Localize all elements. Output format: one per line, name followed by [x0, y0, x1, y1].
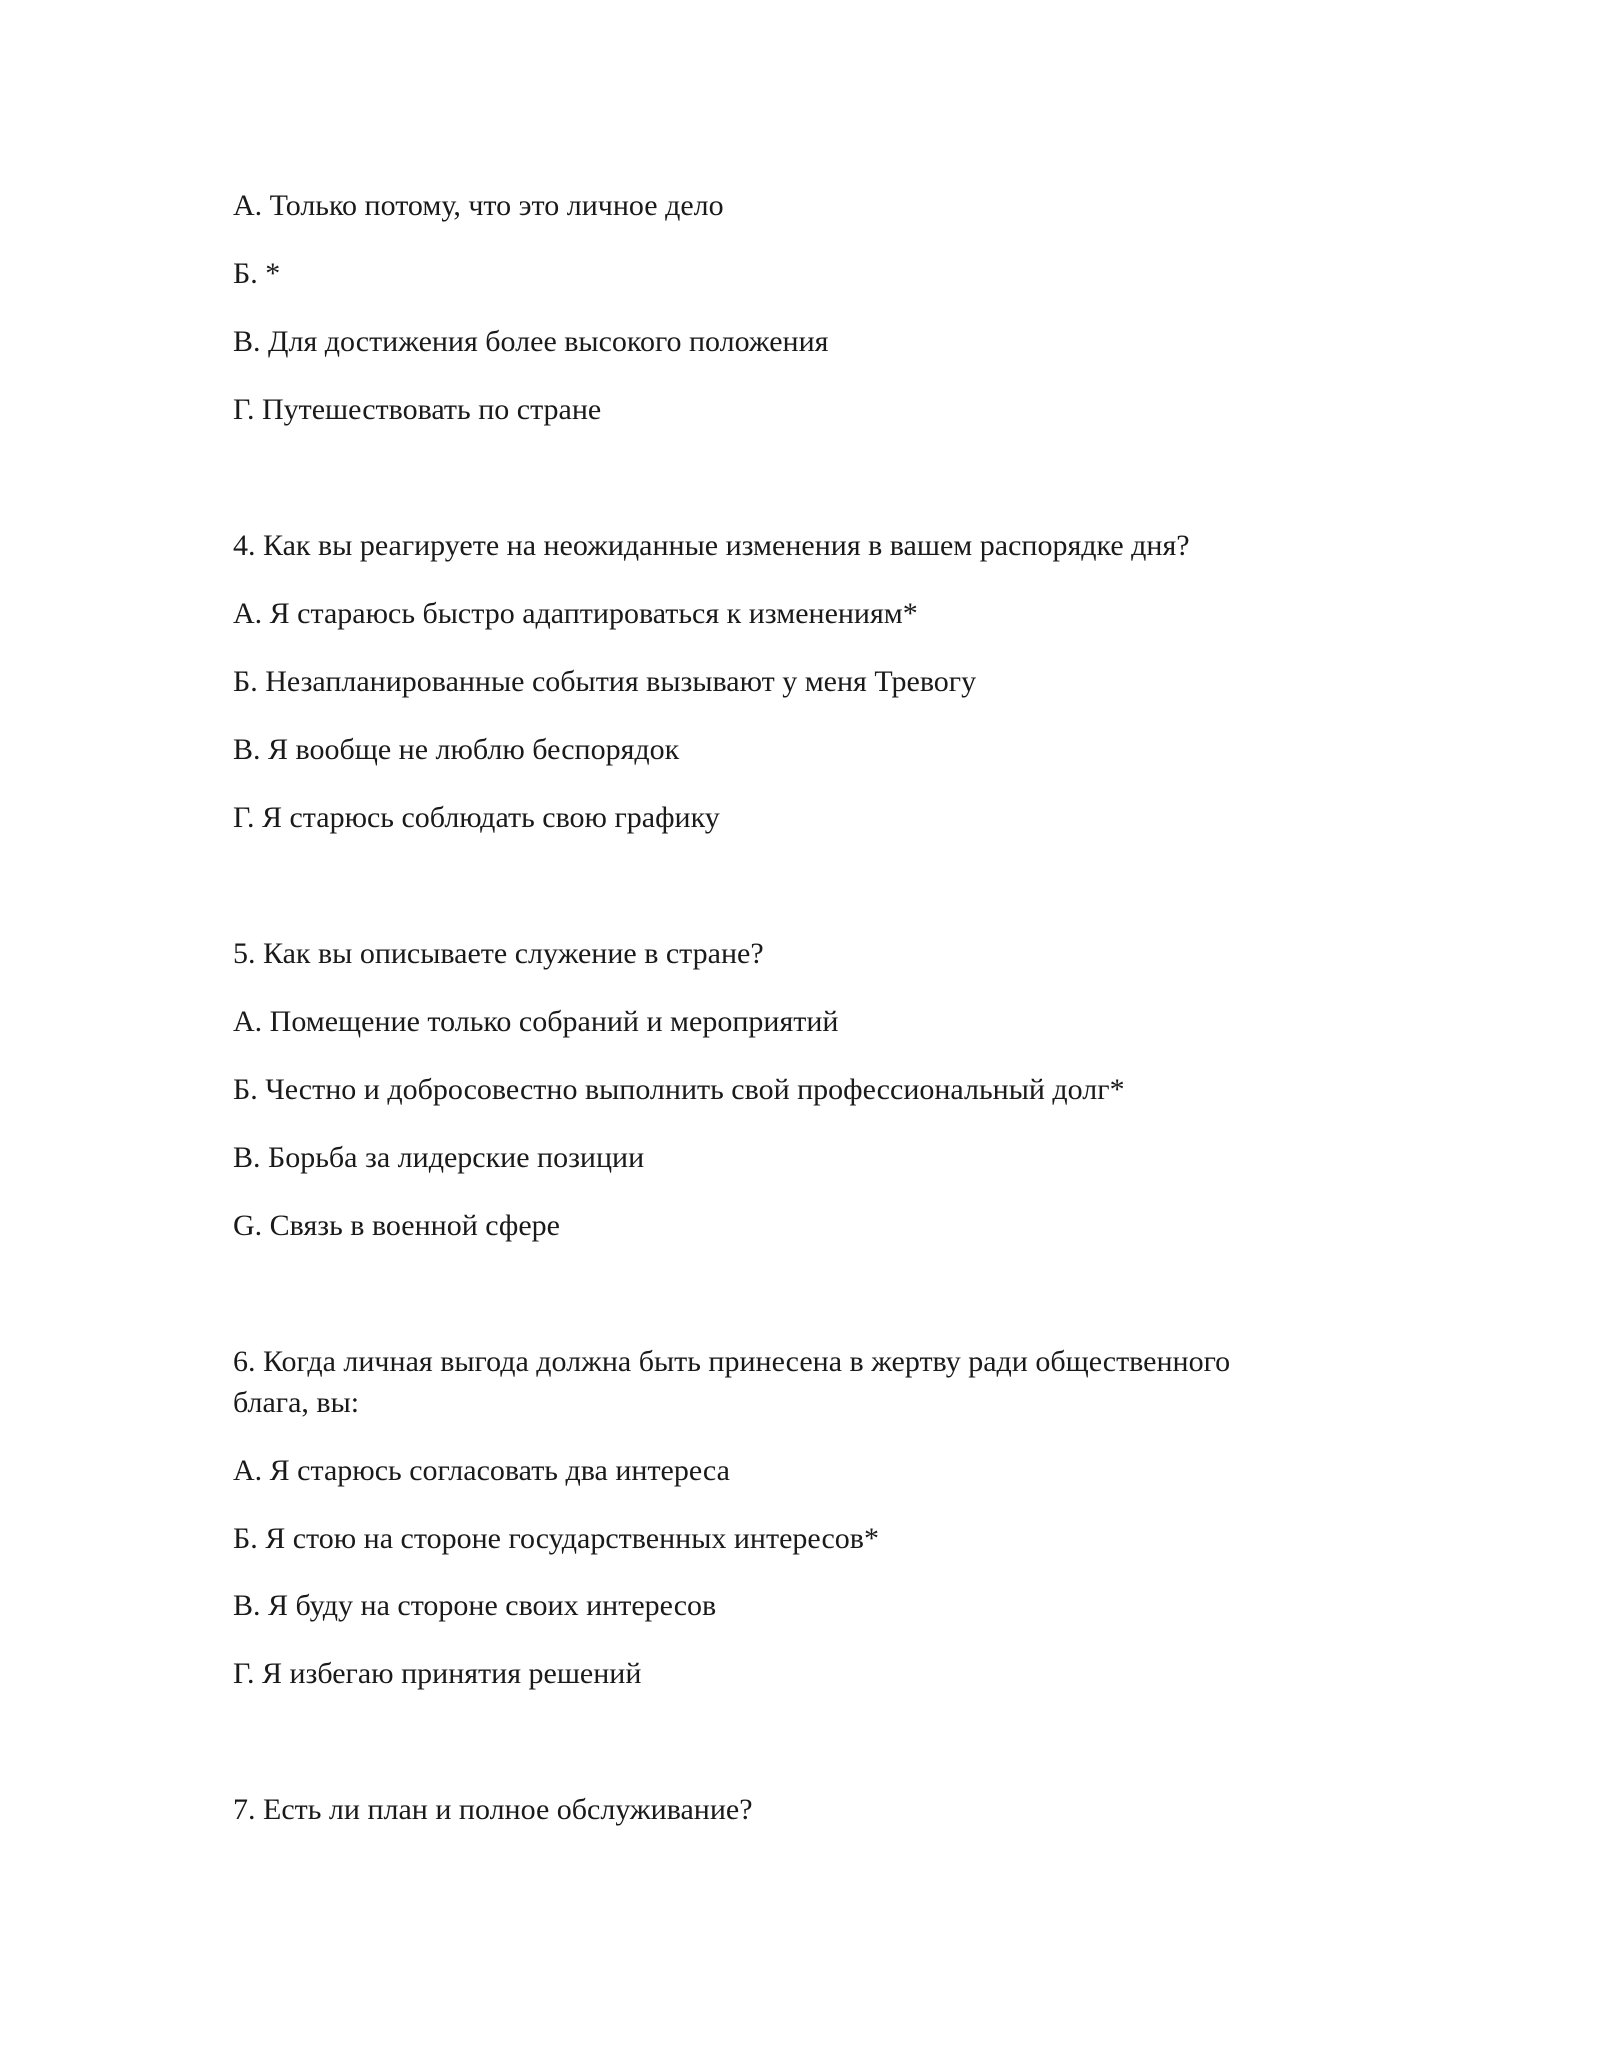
q4-option-b: Б. Незапланированные события вызывают у меня Тревогу — [233, 665, 977, 698]
q6-question-line-1: 6. Когда личная выгода должна быть принесена в жертву ради общественного — [233, 1345, 1231, 1378]
q3-option-d: Г. Путешествовать по стране — [233, 393, 602, 426]
q7-question: 7. Есть ли план и полное обслуживание? — [233, 1793, 753, 1826]
q6-option-b: Б. Я стою на стороне государственных интересов* — [233, 1522, 879, 1555]
q6-question-line-2: блага, вы: — [233, 1386, 360, 1419]
q3-option-c: В. Для достижения более высокого положения — [233, 325, 829, 358]
q5-option-a: А. Помещение только собраний и мероприятий — [233, 1005, 839, 1038]
q5-option-d: G. Связь в военной сфере — [233, 1209, 560, 1242]
q4-option-a: А. Я стараюсь быстро адаптироваться к изменениям* — [233, 597, 918, 630]
q4-option-d: Г. Я старюсь соблюдать свою графику — [233, 801, 720, 834]
q6-option-a: А. Я старюсь согласовать два интереса — [233, 1454, 730, 1487]
q4-option-c: В. Я вообще не люблю беспорядок — [233, 733, 680, 766]
q3-option-b: Б. * — [233, 257, 281, 290]
q5-question: 5. Как вы описываете служение в стране? — [233, 937, 764, 970]
q5-option-c: В. Борьба за лидерские позиции — [233, 1141, 645, 1174]
q3-option-a: А. Только потому, что это личное дело — [233, 189, 724, 222]
q4-question: 4. Как вы реагируете на неожиданные изменения в вашем распорядке дня? — [233, 529, 1190, 562]
q6-option-c: В. Я буду на стороне своих интересов — [233, 1589, 717, 1622]
q6-option-d: Г. Я избегаю принятия решений — [233, 1657, 642, 1690]
q5-option-b: Б. Честно и добросовестно выполнить свой профессиональный долг* — [233, 1073, 1125, 1106]
